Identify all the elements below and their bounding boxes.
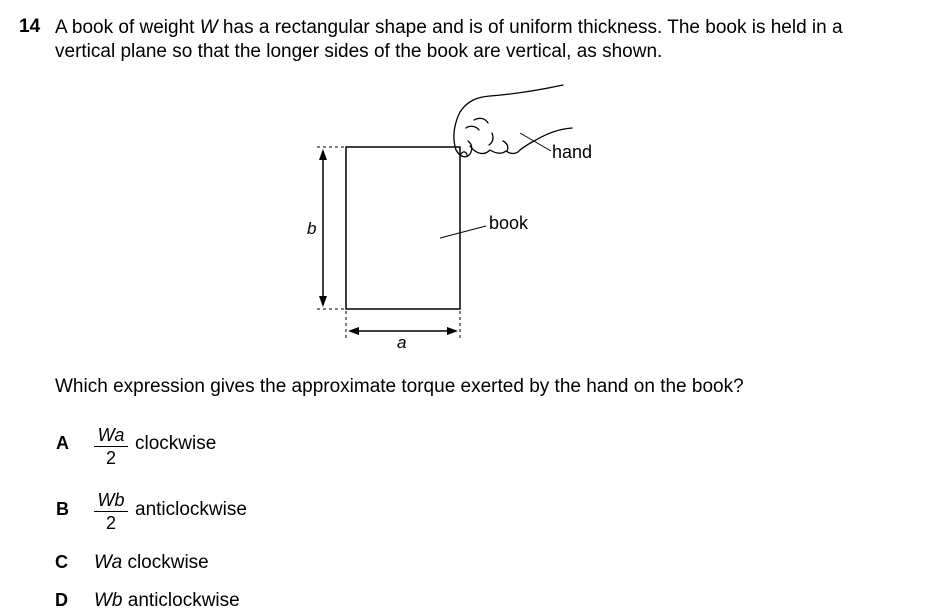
option-c-letter: C [55,552,68,572]
option-d-letter: D [55,590,68,610]
option-a-direction: clockwise [135,433,217,454]
option-b-numerator: Wb [94,489,128,512]
hand-label: hand [552,142,593,162]
a-arrow-right [447,327,458,335]
option-c-expression: Wa [94,552,123,573]
b-arrow-down [319,296,327,307]
a-arrow-left [348,327,359,335]
option-b-fraction [94,489,128,534]
option-b-denominator: 2 [105,513,116,533]
option-c-answer [94,552,209,574]
b-arrow-up [319,149,327,160]
option-a-letter: A [56,433,69,453]
book-label: book [489,213,529,233]
option-a-fraction [94,424,128,469]
option-c-direction: clockwise [127,552,209,573]
option-d-expression: Wb [94,590,123,611]
option-b-direction: anticlockwise [135,499,247,520]
option-a-denominator: 2 [105,448,116,468]
book-leader-line [440,226,486,238]
width-label: a [397,333,407,352]
option-b-letter: B [56,499,69,519]
stem-variable: W [199,17,218,38]
book-rectangle [346,147,460,309]
option-a-numerator: Wa [94,424,128,447]
question-prompt: Which expression gives the approximate torque exerted by the hand on the book? [55,376,744,397]
height-label: b [307,219,317,238]
option-d-answer [94,590,240,612]
question-number: 14 [19,16,41,37]
hand-leader-line [520,133,551,151]
stem-text-1: A book of weight [55,17,200,38]
stem-text-2: has a rectangular shape and is of uniform thickness. The book is held in a vertical plane so that the longer sides of the book are vertical, as shown. [55,17,843,62]
option-d-direction: anticlockwise [127,590,240,611]
